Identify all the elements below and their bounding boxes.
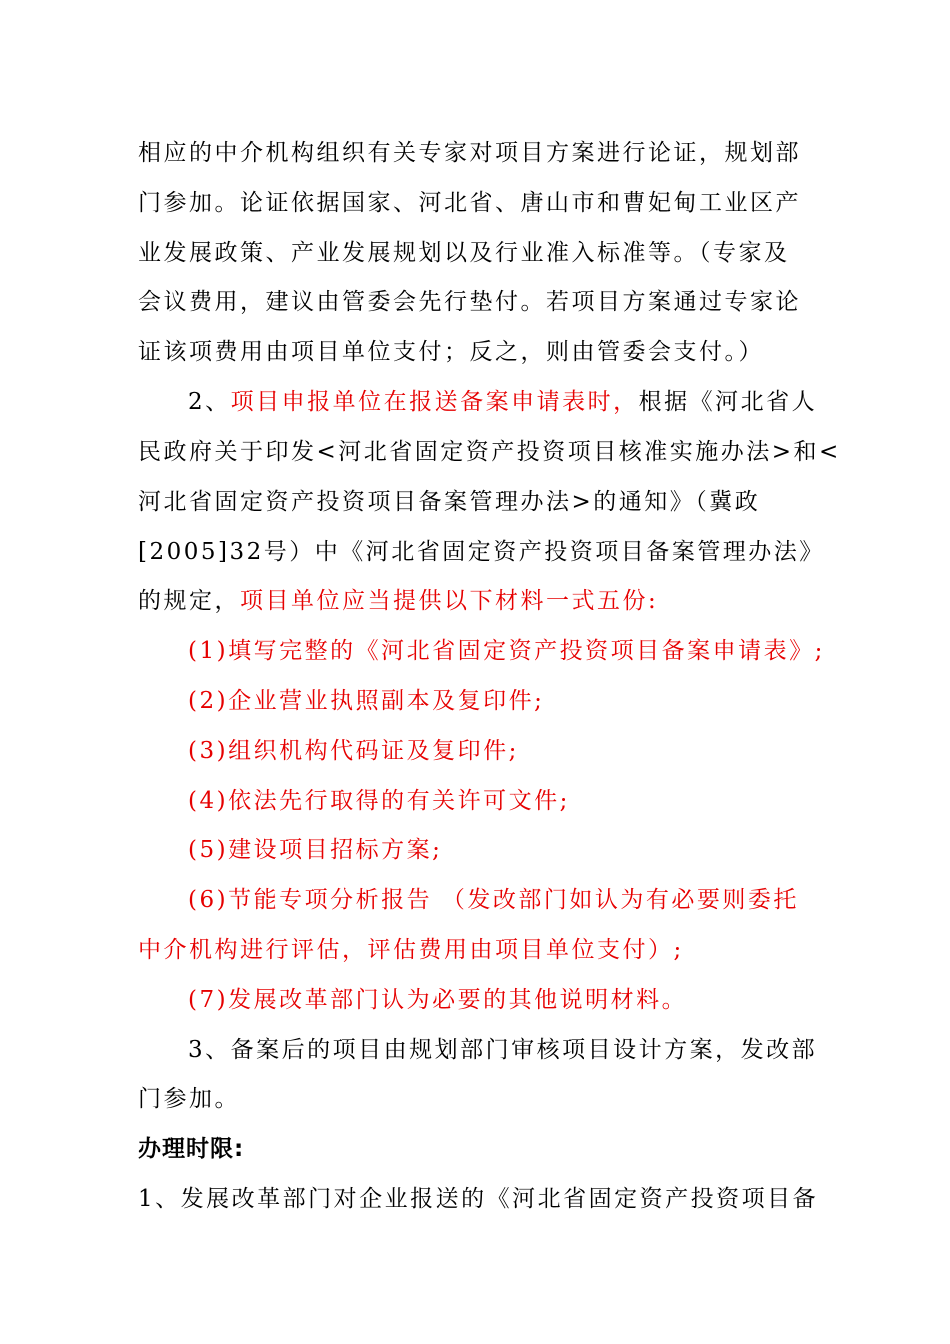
section-heading: 办理时限: [138,1136,245,1162]
material-item-1: (1)填写完整的《河北省固定资产投资项目备案申请表》; [188,638,825,664]
paragraph-line: 门参加。论证依据国家、河北省、唐山市和曹妃甸工业区产 [138,190,801,216]
material-item-6-cont: 中介机构进行评估，评估费用由项目单位支付）; [138,937,684,963]
paragraph-line: 河北省固定资产投资项目备案管理办法>的通知》（冀政 [138,489,761,515]
material-item-5: (5)建设项目招标方案; [188,837,443,863]
line-text: 的规定， [138,588,240,614]
paragraph-line: 业发展政策、产业发展规划以及行业准入标准等。（专家及 [138,240,790,266]
paragraph-line: 门参加。 [138,1086,240,1112]
paragraph-line: 相应的中介机构组织有关专家对项目方案进行论证，规划部 [138,140,801,166]
material-item-4: (4)依法先行取得的有关许可文件; [188,788,570,814]
paragraph-2-line-5 [138,586,658,616]
material-item-6: (6)节能专项分析报告 （发改部门如认为有必要则委托 [188,887,799,913]
material-item-2: (2)企业营业执照副本及复印件; [188,688,545,714]
material-item-3: (3)组织机构代码证及复印件; [188,738,519,764]
paragraph-2-line-1 [188,387,817,417]
red-highlight: 项目申报单位在报送备案申请表时， [230,389,639,415]
paragraph-line: 会议费用，建议由管委会先行垫付。若项目方案通过专家论 [138,289,801,315]
paragraph-line: 3、备案后的项目由规划部门审核项目设计方案，发改部 [188,1037,818,1063]
red-highlight: 项目单位应当提供以下材料一式五份: [240,588,659,614]
paragraph-line: 1、发展改革部门对企业报送的《河北省固定资产投资项目备 [138,1186,819,1212]
line-text: 根据《河北省人 [638,389,818,415]
paragraph-line: 民政府关于印发<河北省固定资产投资项目核准实施办法>和< [138,439,841,465]
paragraph-line: 证该项费用由项目单位支付；反之，则由管委会支付。） [138,339,764,365]
material-item-7: (7)发展改革部门认为必要的其他说明材料。 [188,987,688,1013]
item-number: 2、 [188,389,231,415]
paragraph-line: [2005]32号）中《河北省固定资产投资项目备案管理办法》 [138,539,825,565]
